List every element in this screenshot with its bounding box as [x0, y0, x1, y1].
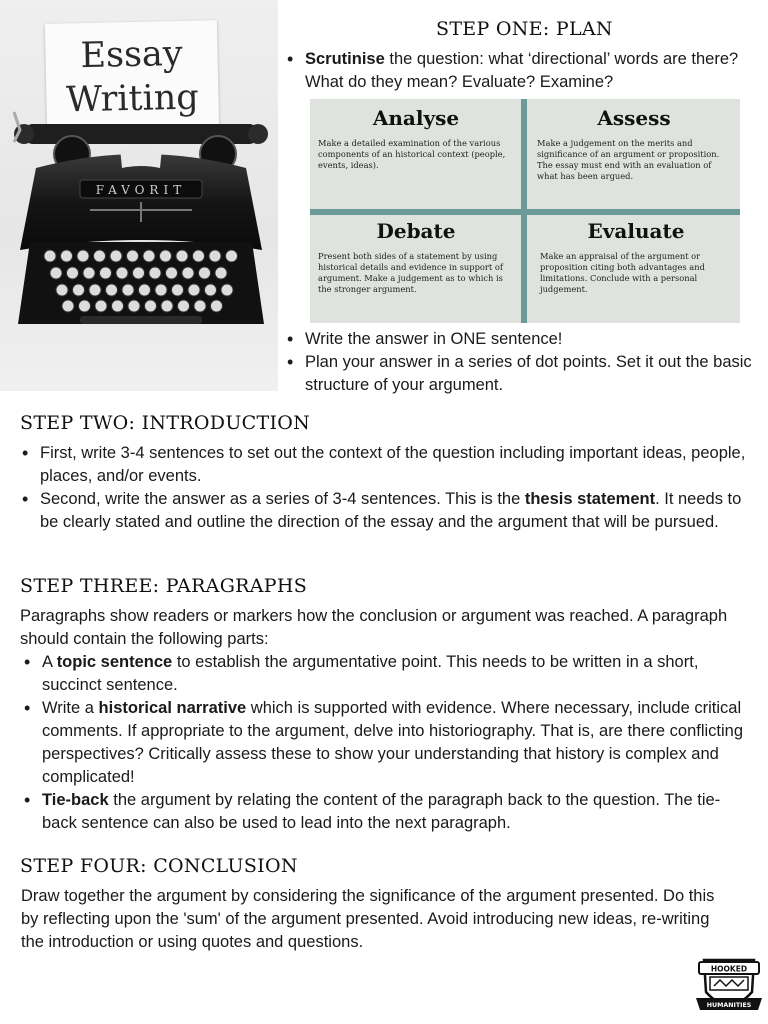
typewriter-key [160, 250, 172, 262]
bullet-text: to establish the argumentative point. This needs to be written in a short, succinct sentence. [42, 653, 699, 694]
typewriter-key [62, 300, 74, 312]
bullet-text: Second, write the answer as a series of 3-4 sentences. This is the [40, 490, 525, 508]
step-three-heading: STEP THREE: PARAGRAPHS [20, 575, 308, 597]
typewriter-key [221, 284, 233, 296]
typewriter-key [145, 300, 157, 312]
grid-desc-assess: Make a judgement on the merits and significance of an argument or proposition. The essay must end with an evaluation of what has been argued. [537, 138, 720, 181]
typewriter-key [172, 284, 184, 296]
typewriter-key [95, 300, 107, 312]
list-item [20, 789, 750, 835]
list-item [20, 651, 750, 697]
step-three-list [20, 651, 750, 835]
list-item: • Write the answer in ONE sentence! [283, 328, 758, 351]
typewriter-key [83, 267, 95, 279]
typewriter-key [155, 284, 167, 296]
bold-term: Scrutinise [305, 50, 385, 68]
typewriter-key [139, 284, 151, 296]
typewriter-key [44, 250, 56, 262]
step-four-text: Draw together the argument by considering the significance of the argument presented. Do this by reflecting upon the 'sum' of the argument presented. Avoid introducing new ideas, re-writing the introduction or using quotes and questions. [21, 887, 715, 951]
bullet-text: which is supported with evidence. Where necessary, include critical comments. If appropriate to the argument, delve into historiography. That is, are there conflicting perspectives? Critically assess these to show your understanding that history is complex and complicated! [42, 699, 744, 786]
bullet-text: Write a [42, 699, 99, 717]
grid-title-debate: Debate [376, 219, 456, 243]
typewriter-key [100, 267, 112, 279]
list-item [283, 48, 758, 94]
typewriter-key [56, 284, 68, 296]
typewriter-key [209, 250, 221, 262]
typewriter-key [116, 267, 128, 279]
step-one-list-bottom [283, 328, 758, 397]
bullet-text: the question: what ‘directional’ words are there? What do they mean? Evaluate? Examine? [305, 50, 739, 91]
grid-title-assess: Assess [597, 106, 671, 130]
typewriter-key [77, 250, 89, 262]
grid-title-evaluate: Evaluate [587, 219, 685, 243]
typewriter-key [226, 250, 238, 262]
typewriter-brand-text: FAVORIT [95, 183, 187, 197]
typewriter-key [193, 250, 205, 262]
typewriter-key [182, 267, 194, 279]
typewriter-key [67, 267, 79, 279]
grid-desc-debate: Present both sides of a statement by using historical details and evidence in support of argument. Make a judgement as to which is the stronger argument. [318, 251, 503, 294]
typewriter-key [133, 267, 145, 279]
typewriter-key [149, 267, 161, 279]
typewriter-key [61, 250, 73, 262]
step-one-heading: STEP ONE: PLAN [436, 18, 613, 40]
list-item [20, 697, 750, 789]
bold-term: topic sentence [56, 653, 173, 671]
list-item: • First, write 3-4 sentences to set out the context of the question including important ideas, people, places, and/or events. [18, 442, 748, 488]
typewriter-hero-image [0, 0, 278, 391]
typewriter-key [178, 300, 190, 312]
grid-cell-evaluate [540, 219, 732, 295]
grid-title-analyse: Analyse [372, 106, 460, 130]
grid-desc-analyse: Make a detailed examination of the various components of an historical context (people, events, ideas). [318, 138, 506, 170]
list-item [18, 488, 748, 534]
step-four-heading: STEP FOUR: CONCLUSION [20, 855, 298, 877]
typewriter-key [50, 267, 62, 279]
step-three-intro: Paragraphs show readers or markers how the conclusion or argument was reached. A paragraph should contain the following parts: [20, 607, 728, 648]
logo-top-text: HOOKED [710, 964, 748, 974]
typewriter-key [166, 267, 178, 279]
typewriter-key [94, 250, 106, 262]
grid-cell-debate [318, 219, 514, 295]
typewriter-key [73, 284, 85, 296]
bullet-text: A [42, 653, 57, 671]
grid-horizontal-divider [310, 209, 740, 215]
typewriter-key [215, 267, 227, 279]
logo-bottom-text: HUMANITIES [706, 1002, 752, 1009]
bullet-text: . It needs to be clearly stated and outline the direction of the essay and the argument that will be pursued. [40, 490, 742, 531]
list-item: • Plan your answer in a series of dot points. Set it out the basic structure of your argument. [283, 351, 758, 397]
typewriter-key [128, 300, 140, 312]
grid-desc-evaluate: Make an appraisal of the argument or proposition citing both advantages and limitations. Conclude with a personal judgement. [540, 251, 705, 294]
hooked-humanities-logo [696, 952, 762, 1020]
paper-title-line1: Essay [80, 33, 184, 77]
typewriter-key [211, 300, 223, 312]
paper-title-line2: Writing [65, 77, 200, 121]
typewriter-key [79, 300, 91, 312]
bullet-text: the argument by relating the content of the paragraph back to the question. The tie-back sentence can also be used to lead into the next paragraph. [42, 791, 721, 832]
bold-term: historical narrative [98, 699, 247, 717]
typewriter-key [143, 250, 155, 262]
grid-cell-analyse [318, 106, 514, 171]
typewriter-key [89, 284, 101, 296]
step-one-list-top [283, 48, 758, 94]
typewriter-key [205, 284, 217, 296]
typewriter-key [199, 267, 211, 279]
grid-cell-assess [537, 106, 731, 182]
step-two-heading: STEP TWO: INTRODUCTION [20, 412, 311, 434]
bold-term: thesis statement [524, 490, 656, 508]
typewriter-key [127, 250, 139, 262]
typewriter-key [188, 284, 200, 296]
typewriter-key [112, 300, 124, 312]
step-two-list [18, 442, 748, 534]
typewriter-key [106, 284, 118, 296]
typewriter-key [110, 250, 122, 262]
typewriter-illustration [10, 110, 272, 340]
typewriter-key [176, 250, 188, 262]
bold-term: Tie-back [42, 791, 109, 809]
typewriter-key [122, 284, 134, 296]
typewriter-key [194, 300, 206, 312]
typewriter-key [161, 300, 173, 312]
